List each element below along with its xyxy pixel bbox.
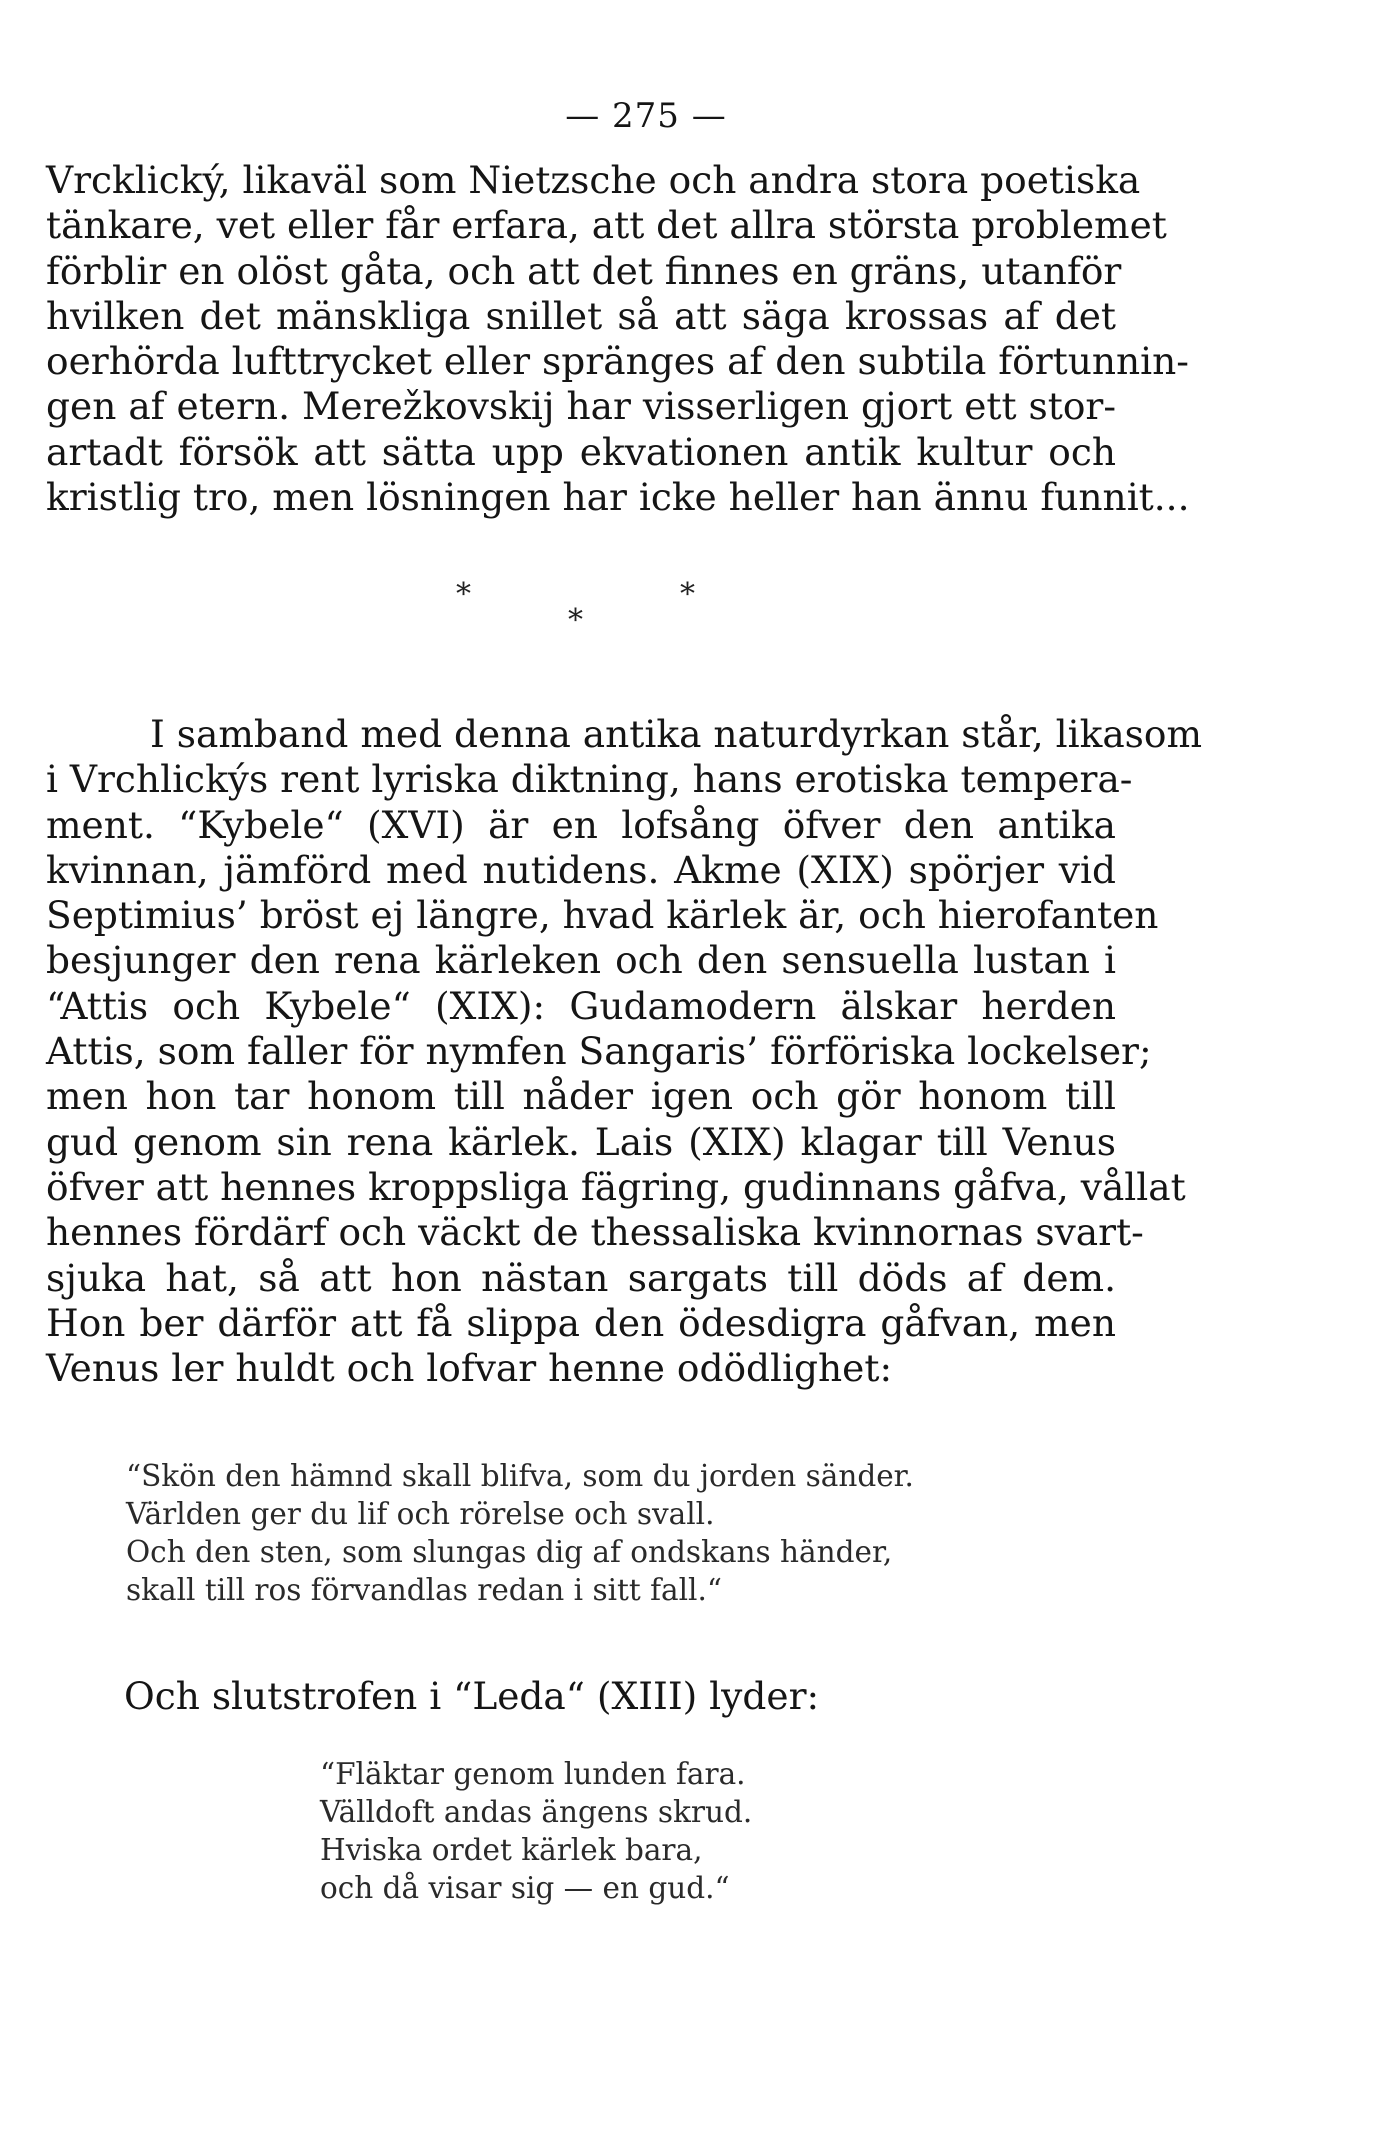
poem-line: “Skön den hämnd skall blifva, som du jorden sänder. <box>126 1459 914 1493</box>
paragraph-1-line: artadt försök att sätta upp ekvationen antik kultur och <box>46 429 1116 474</box>
paragraph-1-line: tänkare, vet eller får erfara, att det allra största problemet <box>46 203 1167 248</box>
asterisk-ornament: * <box>456 577 471 612</box>
paragraph-1-line: hvilken det mänskliga snillet så att säga krossas af det <box>46 293 1116 338</box>
paragraph-1-line: kristlig tro, men lösningen har icke heller han ännu funnit... <box>46 475 1190 520</box>
paragraph-2-line: I samband med denna antika naturdyrkan står, likasom <box>150 712 1203 756</box>
paragraph-2-line: besjunger den rena kärleken och den sensuella lustan i <box>46 938 1116 983</box>
paragraph-2-line: sjuka hat, så att hon nästan sargats till döds af dem. <box>46 1255 1116 1300</box>
paragraph-1 <box>46 158 1190 520</box>
poem-line: Välldoft andas ängens skrud. <box>320 1795 753 1829</box>
asterisk-ornament: * <box>568 603 583 638</box>
poem-quote-1 <box>126 1457 914 1609</box>
paragraph-2-line: hennes fördärf och väckt de thessaliska kvinnornas svart- <box>46 1210 1144 1255</box>
paragraph-2-line: Attis, som faller för nymfen Sangaris’ förföriska lockelser; <box>46 1029 1152 1074</box>
section-separator <box>0 577 1400 640</box>
paragraph-2-line: ment. “Kybele“ (XVI) är en lofsång öfver den antika <box>46 802 1116 847</box>
paragraph-2-line: Septimius’ bröst ej längre, hvad kärlek är, och hierofanten <box>46 893 1159 938</box>
paragraph-2-line: “Attis och Kybele“ (XIX): Gudamodern älskar herden <box>46 983 1116 1028</box>
page-number: — 275 — <box>565 96 727 136</box>
paragraph-2-line: Hon ber därför att få slippa den ödesdigra gåfvan, men <box>46 1300 1116 1345</box>
paragraph-2-line: i Vrchlickýs rent lyriska diktning, hans erotiska tempera- <box>46 757 1133 802</box>
poem-introduction: Och slutstrofen i “Leda“ (XIII) lyder: <box>124 1674 820 1718</box>
poem-line: “Fläktar genom lunden fara. <box>320 1757 746 1791</box>
paragraph-1-line: oerhörda lufttrycket eller spränges af den subtila förtunnin- <box>46 339 1189 384</box>
paragraph-1-line: gen af etern. Merežkovskij har visserligen gjort ett stor- <box>46 384 1116 429</box>
poem-line: Världen ger du lif och rörelse och svall. <box>126 1497 715 1531</box>
paragraph-2-line: öfver att hennes kroppsliga fägring, gudinnans gåfva, vållat <box>46 1164 1186 1209</box>
paragraph-2 <box>46 712 1203 1391</box>
paragraph-2-line: kvinnan, jämförd med nutidens. Akme (XIX) spörjer vid <box>46 847 1116 892</box>
poem-line: skall till ros förvandlas redan i sitt fall.“ <box>126 1573 722 1607</box>
poem-line: och då visar sig — en gud.“ <box>320 1871 730 1905</box>
asterisk-ornament: * <box>680 577 695 612</box>
paragraph-2-line: men hon tar honom till nåder igen och gör honom till <box>46 1074 1116 1119</box>
poem-line: Hviska ordet kärlek bara, <box>320 1833 703 1867</box>
poem-line: Och den sten, som slungas dig af ondskans händer, <box>126 1535 893 1569</box>
poem-quote-2 <box>320 1755 752 1907</box>
paragraph-1-line: Vrcklický, likaväl som Nietzsche och andra stora poetiska <box>46 158 1141 202</box>
paragraph-2-line: gud genom sin rena kärlek. Lais (XIX) klagar till Venus <box>46 1119 1116 1164</box>
paragraph-2-line: Venus ler huldt och lofvar henne odödlighet: <box>46 1346 893 1391</box>
paragraph-1-line: förblir en olöst gåta, och att det finnes en gräns, utanför <box>46 248 1122 293</box>
